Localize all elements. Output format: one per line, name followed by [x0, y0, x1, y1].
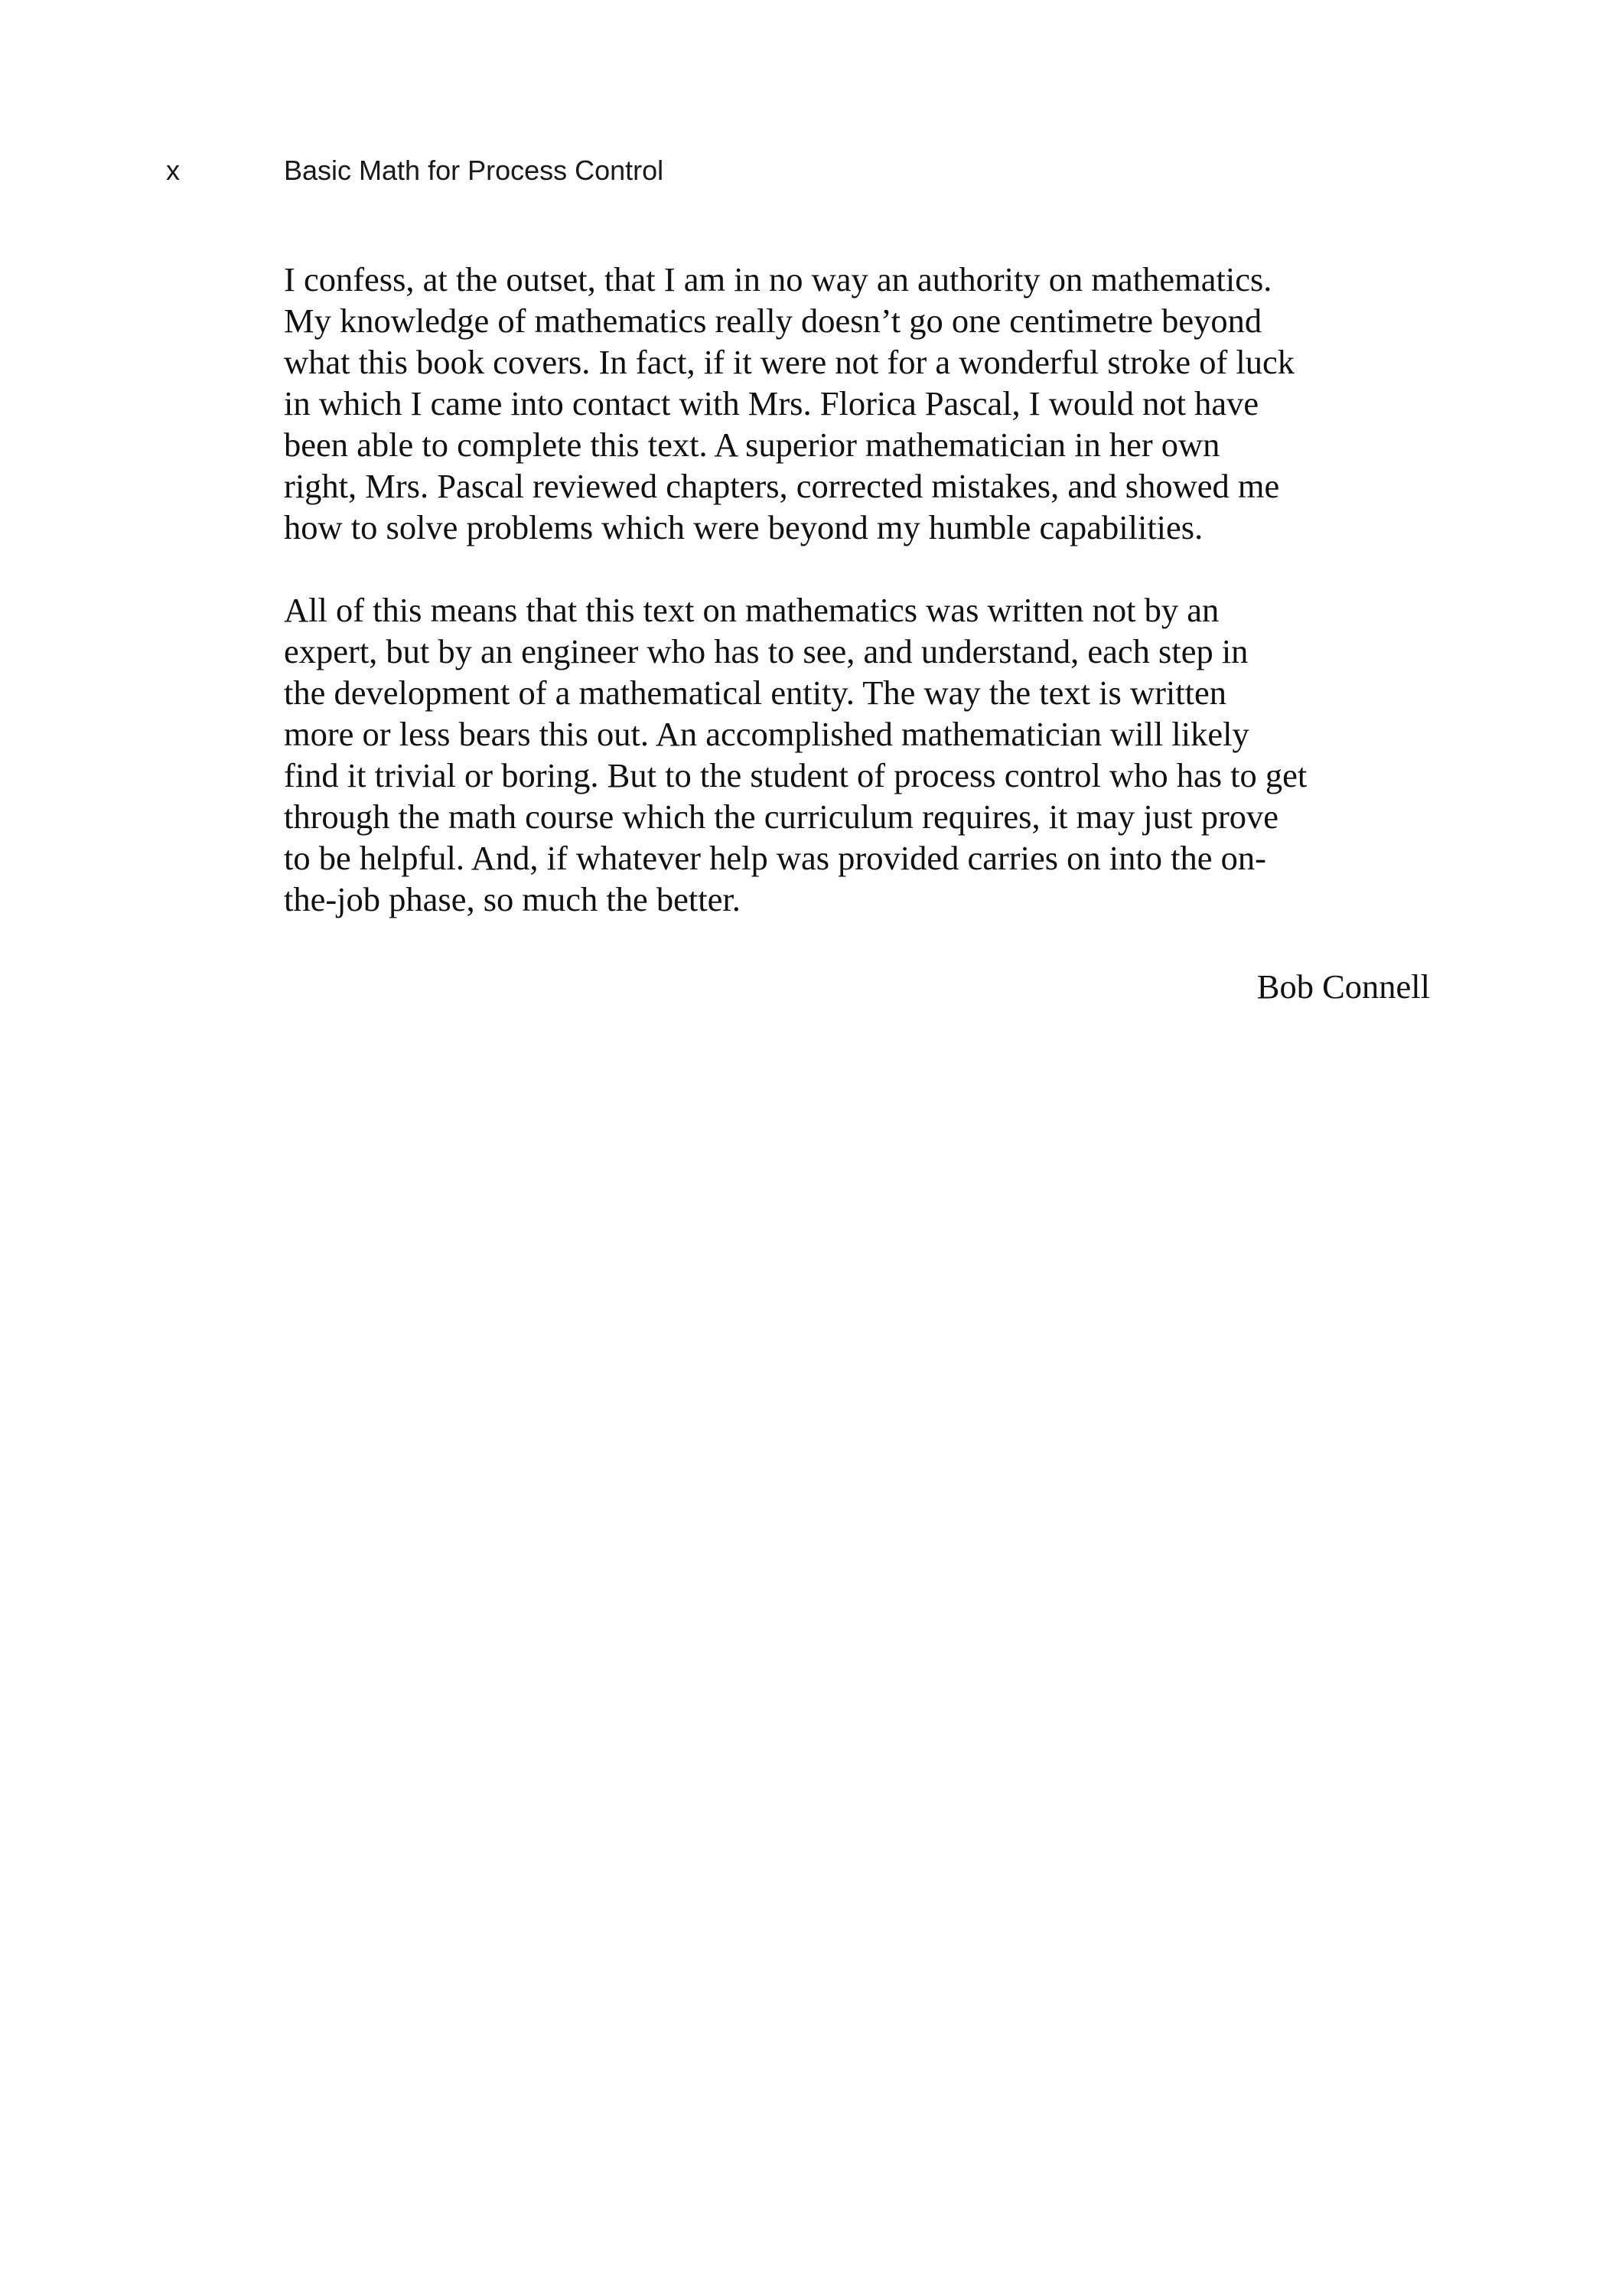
author-signature: Bob Connell: [1256, 967, 1430, 1006]
text-line: All of this means that this text on mathematics was written not by an: [284, 591, 1220, 629]
text-line: been able to complete this text. A superior mathematician in her own: [284, 426, 1220, 464]
text-line: to be helpful. And, if whatever help was provided carries on into the on-: [284, 839, 1266, 877]
running-header: [0, 152, 1609, 190]
text-line: how to solve problems which were beyond my humble capabilities.: [284, 508, 1203, 546]
text-line: the development of a mathematical entity. The way the text is written: [284, 673, 1227, 712]
preface-body: [284, 259, 1439, 1007]
text-line: My knowledge of mathematics really doesn’t go one centimetre beyond: [284, 302, 1262, 340]
text-line: find it trivial or boring. But to the student of process control who has to get: [284, 756, 1308, 794]
text-line: through the math course which the curriculum requires, it may just prove: [284, 797, 1279, 836]
text-line: expert, but by an engineer who has to see, and understand, each step in: [284, 632, 1249, 670]
text-line: right, Mrs. Pascal reviewed chapters, corrected mistakes, and showed me: [284, 467, 1280, 505]
text-line: I confess, at the outset, that I am in no way an authority on mathematics.: [284, 260, 1272, 298]
page-number: x: [166, 155, 180, 186]
text-line: what this book covers. In fact, if it were not for a wonderful stroke of luck: [284, 343, 1295, 381]
paragraph-2: [284, 589, 1439, 920]
paragraph-1: [284, 259, 1439, 548]
text-line: the-job phase, so much the better.: [284, 880, 741, 918]
book-title: Basic Math for Process Control: [284, 155, 664, 186]
text-line: in which I came into contact with Mrs. Florica Pascal, I would not have: [284, 384, 1259, 422]
text-line: more or less bears this out. An accomplished mathematician will likely: [284, 715, 1249, 753]
